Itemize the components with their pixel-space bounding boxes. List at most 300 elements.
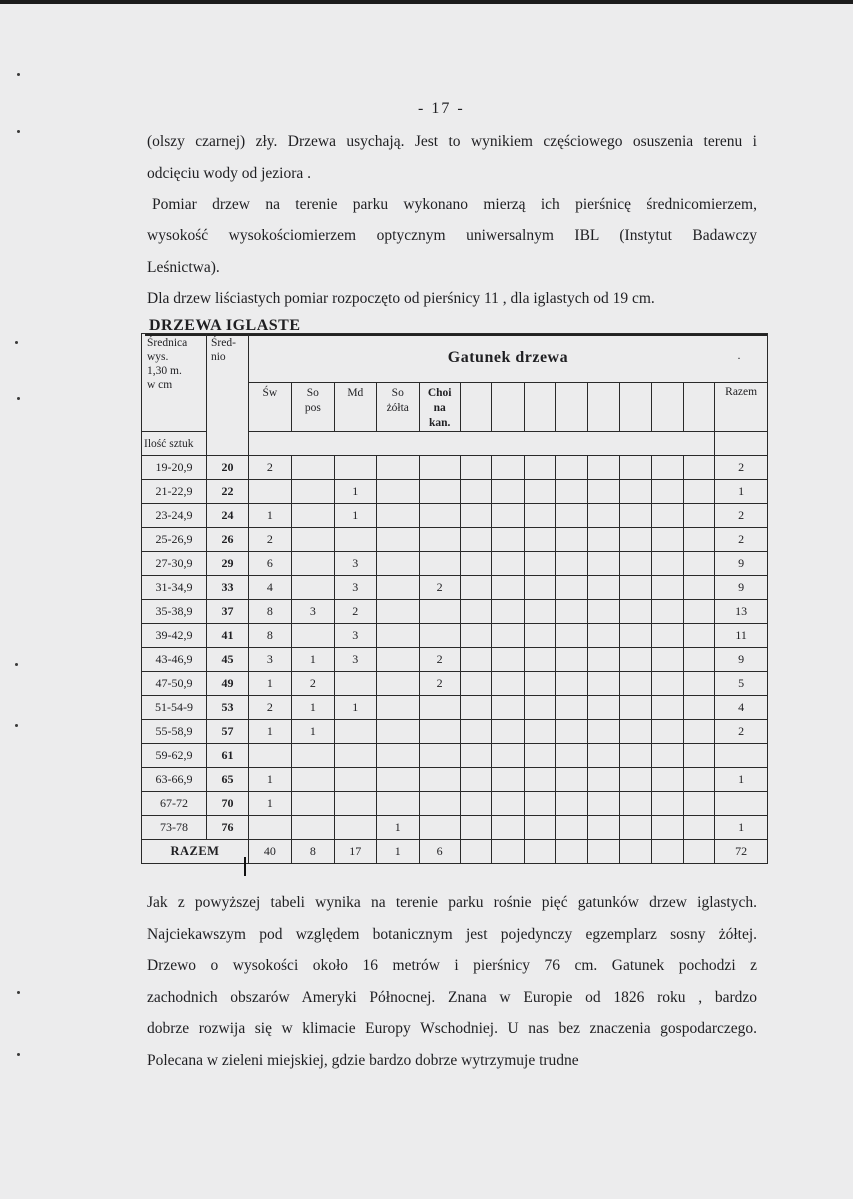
empty-cell	[524, 840, 555, 864]
diameter-range-cell: 51-54-9	[142, 696, 207, 720]
empty-cell	[555, 504, 587, 528]
count-cell: 1	[291, 696, 334, 720]
count-cell	[291, 456, 334, 480]
count-cell	[419, 816, 460, 840]
empty-cell	[492, 528, 524, 552]
empty-cell	[619, 480, 651, 504]
count-cell	[419, 504, 460, 528]
empty-cell	[619, 744, 651, 768]
count-cell: 2	[291, 672, 334, 696]
empty-cell	[555, 672, 587, 696]
conifer-table	[141, 333, 768, 864]
count-cell	[376, 480, 419, 504]
mean-diameter-cell: 26	[206, 528, 248, 552]
empty-cell	[652, 816, 683, 840]
count-cell	[376, 672, 419, 696]
count-cell: 3	[291, 600, 334, 624]
count-cell: 1	[334, 480, 376, 504]
empty-cell	[460, 480, 491, 504]
empty-cell	[460, 624, 491, 648]
empty-cell	[555, 840, 587, 864]
mean-diameter-cell: 24	[206, 504, 248, 528]
count-cell: 1	[248, 720, 291, 744]
count-cell	[334, 672, 376, 696]
empty-cell	[588, 840, 619, 864]
empty-cell	[588, 552, 619, 576]
count-cell: 1	[334, 696, 376, 720]
count-cell: 1	[376, 816, 419, 840]
mean-diameter-cell: 33	[206, 576, 248, 600]
table-title: DRZEWA IGLASTE	[149, 317, 301, 334]
mean-diameter-cell: 76	[206, 816, 248, 840]
count-cell	[419, 768, 460, 792]
empty-cell	[555, 720, 587, 744]
count-cell: 3	[334, 624, 376, 648]
empty-cell	[460, 456, 491, 480]
header-species-sw: Św	[248, 383, 291, 432]
total-label-cell: RAZEM	[142, 840, 249, 864]
empty-cell	[524, 672, 555, 696]
scan-speck	[17, 73, 20, 76]
empty-cell	[652, 840, 683, 864]
empty-cell	[652, 792, 683, 816]
empty-cell	[619, 576, 651, 600]
diameter-range-cell: 67-72	[142, 792, 207, 816]
pen-mark	[244, 857, 246, 876]
count-cell	[376, 552, 419, 576]
empty-cell	[588, 672, 619, 696]
empty-cell	[588, 504, 619, 528]
table-row	[142, 504, 768, 528]
count-cell: 6	[248, 552, 291, 576]
row-total-cell: 1	[715, 816, 768, 840]
text-line: Leśnictwa).	[147, 259, 220, 276]
empty-cell	[588, 456, 619, 480]
header-species-choina: Choi na kan.	[419, 383, 460, 432]
empty-cell	[683, 624, 714, 648]
empty-cell	[524, 528, 555, 552]
count-cell	[376, 768, 419, 792]
count-cell: 1	[334, 504, 376, 528]
scan-top-edge	[0, 0, 853, 4]
count-cell: 3	[334, 552, 376, 576]
empty-cell	[652, 552, 683, 576]
empty-cell	[652, 672, 683, 696]
count-cell	[248, 816, 291, 840]
empty-cell	[555, 624, 587, 648]
empty-cell	[460, 840, 491, 864]
empty-cell	[524, 792, 555, 816]
empty-cell	[619, 552, 651, 576]
count-cell	[291, 816, 334, 840]
text-line: zachodnich obszarów Ameryki Północnej. Znana w Europie od 1826 roku , bardzo	[147, 989, 757, 1006]
empty-cell	[683, 720, 714, 744]
empty-cell	[460, 528, 491, 552]
count-cell: 2	[248, 456, 291, 480]
empty-cell	[524, 456, 555, 480]
count-cell: 2	[419, 672, 460, 696]
scan-speck	[17, 991, 20, 994]
mean-diameter-cell: 65	[206, 768, 248, 792]
empty-cell	[652, 600, 683, 624]
row-total-cell	[715, 792, 768, 816]
count-cell: 8	[248, 600, 291, 624]
table-row	[142, 648, 768, 672]
mean-diameter-cell: 57	[206, 720, 248, 744]
count-cell	[376, 696, 419, 720]
empty-cell	[555, 552, 587, 576]
row-total-cell: 2	[715, 720, 768, 744]
empty-cell	[492, 600, 524, 624]
empty-cell	[683, 840, 714, 864]
empty-cell	[652, 696, 683, 720]
empty-cell	[524, 696, 555, 720]
empty-cell	[588, 792, 619, 816]
mean-diameter-cell: 20	[206, 456, 248, 480]
count-cell	[376, 576, 419, 600]
diameter-range-cell: 47-50,9	[142, 672, 207, 696]
empty-cell	[492, 576, 524, 600]
table-row	[142, 480, 768, 504]
empty-cell	[588, 696, 619, 720]
scan-speck	[15, 341, 18, 344]
empty-cell	[524, 504, 555, 528]
count-cell	[376, 792, 419, 816]
empty-cell	[588, 624, 619, 648]
count-cell: 1	[248, 504, 291, 528]
count-cell	[419, 792, 460, 816]
grand-total-cell: 72	[715, 840, 768, 864]
empty-cell	[492, 456, 524, 480]
empty-cell	[460, 744, 491, 768]
diameter-range-cell: 59-62,9	[142, 744, 207, 768]
empty-cell	[652, 648, 683, 672]
empty-cell	[492, 720, 524, 744]
count-cell: 2	[419, 576, 460, 600]
mean-diameter-cell: 41	[206, 624, 248, 648]
scan-speck	[17, 130, 20, 133]
diameter-range-cell: 73-78	[142, 816, 207, 840]
empty-cell	[652, 576, 683, 600]
count-cell: 2	[419, 648, 460, 672]
empty-cell	[524, 744, 555, 768]
count-cell: 3	[248, 648, 291, 672]
text-line: (olszy czarnej) zły. Drzewa usychają. Jest to wynikiem częściowego osuszenia terenu i	[147, 133, 757, 150]
empty-cell	[683, 600, 714, 624]
count-cell	[419, 480, 460, 504]
count-cell: 3	[334, 576, 376, 600]
diameter-range-cell: 31-34,9	[142, 576, 207, 600]
count-cell: 2	[248, 528, 291, 552]
mean-diameter-cell: 49	[206, 672, 248, 696]
total-count-cell: 40	[248, 840, 291, 864]
count-cell	[334, 720, 376, 744]
count-cell	[376, 504, 419, 528]
count-cell	[376, 600, 419, 624]
count-cell	[334, 792, 376, 816]
empty-cell	[619, 528, 651, 552]
count-cell	[291, 744, 334, 768]
total-row	[142, 840, 768, 864]
empty-cell	[619, 624, 651, 648]
text-line: Jak z powyższej tabeli wynika na terenie parku rośnie pięć gatunków drzew iglastych.	[147, 894, 757, 911]
empty-cell	[555, 456, 587, 480]
empty-cell	[652, 768, 683, 792]
row-total-cell	[715, 744, 768, 768]
empty-cell	[524, 648, 555, 672]
table-row	[142, 528, 768, 552]
empty-cell	[683, 696, 714, 720]
text-line: Najciekawszym pod względem botanicznym jest pojedynczy egzemplarz sosny żółtej.	[147, 926, 757, 943]
row-total-cell: 13	[715, 600, 768, 624]
empty-cell	[555, 528, 587, 552]
mean-diameter-cell: 70	[206, 792, 248, 816]
empty-cell	[652, 528, 683, 552]
scan-speck	[17, 1053, 20, 1056]
count-cell	[419, 456, 460, 480]
count-cell	[291, 768, 334, 792]
empty-cell	[460, 504, 491, 528]
empty-cell	[460, 816, 491, 840]
empty-cell	[588, 600, 619, 624]
diameter-range-cell: 35-38,9	[142, 600, 207, 624]
count-cell: 2	[334, 600, 376, 624]
empty-cell	[460, 720, 491, 744]
empty-cell	[460, 576, 491, 600]
header-species-md: Md	[334, 383, 376, 432]
empty-cell	[492, 624, 524, 648]
empty-cell	[555, 816, 587, 840]
diameter-range-cell: 55-58,9	[142, 720, 207, 744]
empty-cell	[460, 792, 491, 816]
empty-cell	[683, 456, 714, 480]
row-total-cell: 1	[715, 768, 768, 792]
empty-cell	[524, 480, 555, 504]
table-row	[142, 744, 768, 768]
count-cell	[376, 624, 419, 648]
mean-diameter-cell: 29	[206, 552, 248, 576]
empty-cell	[588, 768, 619, 792]
empty-cell	[524, 816, 555, 840]
empty-cell	[619, 720, 651, 744]
count-cell	[291, 480, 334, 504]
empty-cell	[652, 624, 683, 648]
empty-cell	[652, 480, 683, 504]
text-line: Polecana w zieleni miejskiej, gdzie bardzo dobrze wytrzymuje trudne	[147, 1052, 579, 1069]
row-total-cell: 5	[715, 672, 768, 696]
empty-cell	[492, 480, 524, 504]
row-total-cell: 4	[715, 696, 768, 720]
empty-cell	[460, 648, 491, 672]
empty-cell	[619, 840, 651, 864]
empty-cell	[492, 504, 524, 528]
empty-cell	[555, 480, 587, 504]
text-line: wysokość wysokościomierzem optycznym uniwersalnym IBL (Instytut Badawczy	[147, 227, 757, 244]
count-cell: 8	[248, 624, 291, 648]
table-row	[142, 600, 768, 624]
diameter-range-cell: 23-24,9	[142, 504, 207, 528]
header-diameter: Średnica wys. 1,30 m. w cm	[142, 334, 207, 432]
text-line: Dla drzew liściastych pomiar rozpoczęto od pierśnicy 11 , dla iglastych od 19 cm.	[147, 290, 655, 307]
count-cell: 1	[248, 672, 291, 696]
empty-cell	[492, 816, 524, 840]
header-species-group: Gatunek drzewa .	[248, 334, 767, 383]
diameter-range-cell: 63-66,9	[142, 768, 207, 792]
diameter-range-cell: 25-26,9	[142, 528, 207, 552]
mean-diameter-cell: 61	[206, 744, 248, 768]
count-cell	[291, 576, 334, 600]
count-cell	[376, 456, 419, 480]
scan-speck	[15, 724, 18, 727]
count-cell	[334, 744, 376, 768]
header-species-sozolta: So żółta	[376, 383, 419, 432]
scan-speck	[17, 397, 20, 400]
empty-cell	[588, 576, 619, 600]
empty-cell	[524, 576, 555, 600]
diameter-range-cell: 19-20,9	[142, 456, 207, 480]
count-cell: 1	[248, 792, 291, 816]
empty-cell	[555, 792, 587, 816]
count-cell	[376, 648, 419, 672]
empty-cell	[619, 792, 651, 816]
empty-cell	[683, 816, 714, 840]
count-cell	[291, 504, 334, 528]
empty-cell	[524, 768, 555, 792]
count-cell: 2	[248, 696, 291, 720]
mean-diameter-cell: 45	[206, 648, 248, 672]
empty-cell	[683, 576, 714, 600]
empty-cell	[492, 696, 524, 720]
table-row	[142, 792, 768, 816]
empty-cell	[555, 600, 587, 624]
header-razem: Razem	[715, 383, 768, 432]
empty-cell	[619, 648, 651, 672]
empty-cell	[588, 480, 619, 504]
total-count-cell: 8	[291, 840, 334, 864]
empty-cell	[652, 744, 683, 768]
empty-cell	[588, 816, 619, 840]
empty-cell	[492, 648, 524, 672]
empty-cell	[524, 552, 555, 576]
empty-cell	[619, 672, 651, 696]
diameter-range-cell: 27-30,9	[142, 552, 207, 576]
table-row	[142, 720, 768, 744]
count-cell	[376, 744, 419, 768]
empty-cell	[683, 504, 714, 528]
empty-cell	[492, 840, 524, 864]
empty-cell	[492, 768, 524, 792]
count-cell	[419, 744, 460, 768]
text-line: Pomiar drzew na terenie parku wykonano mierzą ich pierśnicę średnicomierzem,	[152, 196, 757, 213]
table-row	[142, 672, 768, 696]
empty-cell	[683, 792, 714, 816]
total-count-cell: 17	[334, 840, 376, 864]
empty-cell	[619, 600, 651, 624]
empty-cell	[619, 696, 651, 720]
header-species-sopos: So pos	[291, 383, 334, 432]
row-total-cell: 9	[715, 552, 768, 576]
empty-cell	[555, 648, 587, 672]
empty-cell	[524, 600, 555, 624]
header-mean: Śred- nio	[206, 334, 248, 456]
page-number: - 17 -	[418, 100, 465, 117]
empty-cell	[683, 744, 714, 768]
diameter-range-cell: 21-22,9	[142, 480, 207, 504]
empty-cell	[588, 648, 619, 672]
empty-cell	[652, 504, 683, 528]
empty-cell	[460, 768, 491, 792]
empty-cell	[588, 528, 619, 552]
count-cell	[419, 720, 460, 744]
row-total-cell: 9	[715, 576, 768, 600]
empty-cell	[619, 456, 651, 480]
total-count-cell: 6	[419, 840, 460, 864]
empty-cell	[460, 600, 491, 624]
scan-speck	[15, 663, 18, 666]
empty-cell	[555, 768, 587, 792]
empty-cell	[683, 648, 714, 672]
empty-cell	[683, 672, 714, 696]
table-row	[142, 552, 768, 576]
text-line: odcięciu wody od jeziora .	[147, 165, 311, 182]
empty-cell	[619, 504, 651, 528]
total-count-cell: 1	[376, 840, 419, 864]
count-cell	[248, 744, 291, 768]
text-line: dobrze rozwija się w klimacie Europy Wschodniej. U nas bez znaczenia gospodarczego.	[147, 1020, 757, 1037]
table-row	[142, 816, 768, 840]
row-total-cell: 2	[715, 528, 768, 552]
empty-cell	[492, 672, 524, 696]
empty-cell	[652, 456, 683, 480]
count-cell: 4	[248, 576, 291, 600]
table-row	[142, 624, 768, 648]
count-cell	[334, 816, 376, 840]
table-row	[142, 576, 768, 600]
count-cell	[419, 696, 460, 720]
diameter-range-cell: 43-46,9	[142, 648, 207, 672]
count-cell	[376, 720, 419, 744]
empty-cell	[460, 696, 491, 720]
count-cell	[419, 528, 460, 552]
count-cell	[419, 600, 460, 624]
mean-diameter-cell: 37	[206, 600, 248, 624]
row-total-cell: 9	[715, 648, 768, 672]
count-cell	[248, 480, 291, 504]
empty-cell	[619, 768, 651, 792]
empty-cell	[555, 696, 587, 720]
count-cell	[334, 528, 376, 552]
empty-cell	[555, 744, 587, 768]
empty-cell	[683, 480, 714, 504]
count-cell	[291, 528, 334, 552]
diameter-range-cell: 39-42,9	[142, 624, 207, 648]
empty-cell	[524, 624, 555, 648]
count-cell: 1	[291, 648, 334, 672]
empty-cell	[683, 552, 714, 576]
count-cell	[334, 456, 376, 480]
count-cell	[291, 792, 334, 816]
empty-cell	[588, 744, 619, 768]
table-row	[142, 768, 768, 792]
empty-cell	[460, 552, 491, 576]
count-cell: 1	[248, 768, 291, 792]
empty-cell	[588, 720, 619, 744]
table-row	[142, 696, 768, 720]
row-total-cell: 1	[715, 480, 768, 504]
empty-cell	[460, 672, 491, 696]
text-line: Drzewo o wysokości około 16 metrów i pierśnicy 76 cm. Gatunek pochodzi z	[147, 957, 757, 974]
row-total-cell: 2	[715, 456, 768, 480]
